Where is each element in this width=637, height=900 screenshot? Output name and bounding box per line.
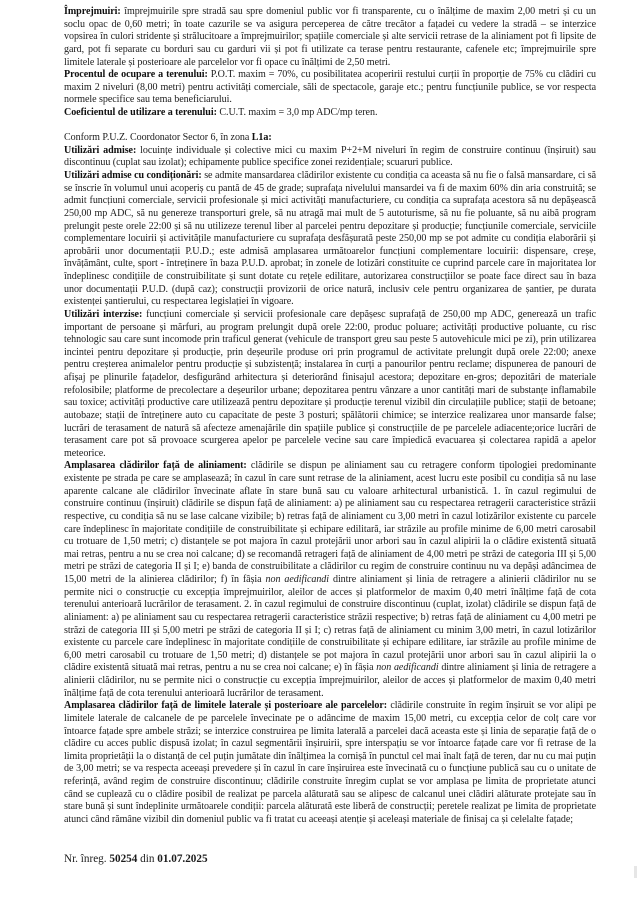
section-utilizari-interzise xyxy=(64,309,596,461)
registration-footer xyxy=(64,853,208,865)
section-heading: Coeficientul de utilizare a terenului: xyxy=(64,107,217,118)
paragraph-gap xyxy=(64,120,596,133)
registration-number: 50254 xyxy=(109,853,138,865)
zone-code: L1a: xyxy=(251,132,272,144)
registration-date: 01.07.2025 xyxy=(157,853,208,865)
section-text: locuințe individuale și colective mici cu maxim P+2+M niveluri în regim de construire continuu (înșiruit) sau discontinuu (cuplat sau izolat); echipamente publice specifice zonei rezidențiale; scuaruri publice. xyxy=(64,144,596,169)
section-amplasare-limite xyxy=(64,700,596,826)
section-heading: Utilizări interzise: xyxy=(64,308,143,320)
section-text: clădirile construite în regim înșiruit se vor alipi pe limitele laterale de calcanele de pe parcelele învecinate pe o adâncime de maxim 15,00 metri, cu excepția celor de colț care vor întoarce fațade spre ambele străzi; se interzice construirea pe limita laterală a parcelei dacă aceasta este și linia de separație față de o clădire cu acces public dispusă izolat; în cazul segmentării înșiruirii, spre interspațiu se vor întoarce fațade care vor fi retrase de la limita proprietății la o distanță de cel puțin jumătate din înălțimea la cornișă în punctul cel mai înalt față de teren, dar nu cu mai puțin de 3,00 metri; se va respecta aceeași prevedere și în cazul în care înșiruirea este învecinată cu o funcțiune publică sau cu o unitate de referință, având regim de construire discontinuu; clădirile construite înregim cuplat se vor amplasa pe limita de proprietate atunci când se cuplează cu o clădire posibil de realizat pe parcela alăturată sau se alipesc de calcanul unei clădiri alăturate protejate sau în stare bună și sunt îndeplinite următoarele condiții: parcela alăturată este liberă de construcții; peretele realizat pe limita de proprietate atunci când rămâne vizibil din domeniul public va fi tratat cu aceeași atenție și aceleași materiale de finisaj ca și celelalte fațade; xyxy=(64,700,596,825)
zone-intro-text: Conform P.U.Z. Coordonator Sector 6, în zona xyxy=(64,132,252,144)
registration-label: Nr. înreg. xyxy=(64,853,110,865)
section-imprejmuiri xyxy=(64,6,596,69)
section-heading: Procentul de ocupare a terenului: xyxy=(64,69,208,81)
section-heading: Împrejmuiri: xyxy=(64,6,121,17)
section-heading: Utilizări admise: xyxy=(64,144,137,156)
zone-intro xyxy=(64,132,596,145)
section-heading: Utilizări admise cu condiționări: xyxy=(64,170,202,182)
section-text: se admite mansardarea clădirilor existente cu condiția ca aceasta să nu fie o falsă mansardare, ci să se înscrie în volumul unui acoperiș cu pantă de 45 de grade; suprafața nivelului mansardei va fi de maxim 60% din aria construită; se admit funcțiuni comerciale, servicii profesionale și mici activități manufacturiere, cu condiția ca suprafața acestora să nu depășească 250,00 mp ADC, să nu genereze transporturi grele, să nu atragă mai mult de 5 autoturisme, să nu fie poluante, să nu aibă program prelungit peste orele 22:00 și să nu utilizeze terenul liber al parcelei pentru depozitare și producție; funcțiunile comerciale, serviciile complementare locuirii și activitățile manufacturiere cu suprafața desfășurată peste 250,00 mp se pot admite cu condiția elaborării și aprobării unor documentații P.U.D.; este admisă amplasarea următoarelor funcțiuni complementare locuirii: dispensare, creșe, învățământ, culte, sport - întreținere în baza P.U.D. aprobat; în zonele de lotizări constituite ce cuprind parcele care în majoritatea lor îndeplinesc condițiile de construibilitate și sunt dotate cu rețele edilitare, autorizarea construcțiilor se poate face direct sau în baza unor documentații P.U.D. (după caz); construcții provizorii de orice natură, inclusiv cele pentru organizarea de șantier, pe durata existenței șantierului, cu respectarea legislației în vigoare. xyxy=(64,170,597,308)
section-text: dintre aliniament și linia de retragere a alinierii clădirilor nu se permite nici o construcție cu excepția împrejmuirilor, aleilor de acces și platformelor de maxim 0,40 metri înălțime față de cota terenului anterioară lucrărilor de terasament. 2. în cazul regimului de construire discontinuu (cuplat, izolat) clădirile se dispun față de aliniament: a) pe aliniament sau cu respectarea retragerii caracteristice străzii respective; b) retras față de aliniament cu 4,00 metri pe străzi de categoria III și 5,00 metri pe străzi de categoria II și I; c) retras față de aliniament cu minim 3,00 metri, în cazul lotizărilor existente cu parcele care îndeplinesc în majoritate condițiile de construibilitate și echipare edilitare, iar străzile au profile minime de 6,00 metri carosabil cu trotuare de 1,50 metri; d) distanțele se pot majora în cazul protejării unor arbori sau în cazul alipirii la o clădire existentă situată mai retras, pentru a nu se crea noi calcane; e) în fâșia xyxy=(64,574,596,674)
section-text: împrejmuirile spre stradă sau spre domeniul public vor fi transparente, cu o înălțime de maxim 2,00 metri și cu un soclu opac de 0,60 metri; în toate cazurile se va asigura perceperea de către trecător a fațadei cu vedere la stradă – se interzice vopsirea în culori stridente și strălucitoare a împrejmuirilor; spațiile comerciale și alte servicii retrase de la aliniament pot fi lipsite de gard, pot fi separate cu borduri sau cu garduri vii și pot fi utilizate ca terase pentru restaurante, cafenele etc; împrejmuirile spre limitele laterale și posterioare ale parcelelor vor fi opace cu înălțimi de 2,50 metri. xyxy=(64,6,596,68)
section-amplasare-aliniament xyxy=(64,460,596,700)
italic-term: non aedificandi xyxy=(376,662,439,674)
section-pot xyxy=(64,69,596,107)
section-text: funcțiuni comerciale și servicii profesionale care depășesc suprafață de 250,00 mp ADC, generează un trafic important de persoane și mărfuri, au program prelungit după orele 22:00, produc poluare; activități productive poluante, cu risc tehnologic sau care sunt incomode prin traficul generat (vehicule de transport greu sau peste 5 autovehicule mici pe zi), prin utilizarea incintei pentru depozitare și producție, prin deșeurile produse ori prin programul de activitate prelungit după orele 22:00; anexe pentru creșterea animalelor pentru producție și subzistență; instalarea în curți a panourilor pentru reclame; dispunerea de panouri de afișaj pe plinurile fațadelor, desfigurând arhitectura și deteriorând finisajul acestora; depozitare en-gros; depozitări de materiale refolosibile; platforme de precolectare a deșeurilor urbane; depozitarea pentru vânzare a unor cantități mari de substanțe inflamabile sau toxice; activități productive care utilizează pentru depozitare și producție terenul vizibil din circulațiile publice; stații de betoane; autobaze; stații de întreținere auto cu capacitate de peste 3 posturi; spălătorii chimice; se interzice realizarea unor mansarde false; lucrări de terasament de natură să afecteze amenajările din spațiile publice și construcțiile de pe parcelele adiacente;orice lucrări de terasament care pot să provoace scurgerea apelor pe parcelele vecine sau care împiedică evacuarea și colectarea rapidă a apelor meteorice. xyxy=(64,308,596,459)
italic-term: non aedificandi xyxy=(265,574,330,586)
section-heading: Amplasarea clădirilor față de aliniament: xyxy=(64,460,247,472)
section-text: P.O.T. maxim = 70%, cu posibilitatea acoperirii restului curții în proporție de 75% cu clădiri cu maxim 2 niveluri (8,00 metri) pentru activități comerciale, săli de spectacole, garaje etc.; pentru funcțiunile publice, se vor respecta normele specifice sau tema beneficiarului. xyxy=(64,69,596,106)
document-page xyxy=(64,6,596,827)
section-text: clădirile se dispun pe aliniament sau cu retragere conform tipologiei predominante existente pe strada pe care se amplasează; în cazul în care sunt retrase de la aliniament, acest lucru este posibil cu condiția să nu lase aparente calcane ale clădirilor învecinate aflate în stare bună sau cu valoare arhitectural urbanistică. 1. în cazul regimului de construire continuu (înșiruit) clădirile se dispun față de aliniament: a) pe aliniament sau cu respectarea retragerii caracteristice străzii respective, cu condiția să nu se lase calcane vizibile; b) retras față de aliniament cu 3,00 metri în cazul lotizărilor existente cu parcele care îndeplinesc în majoritate condițiile de construibilitate și echipare edilitară, iar străzile au profile minime de 6,00 metri carosabil cu trotuare de 1,50 metri; c) distanțele se pot majora în cazul protejării unor arbori sau în cazul alipirii la o clădire existentă situată mai retras, pentru a nu se crea noi calcane; d) se recomandă retrageri față de aliniament de 4,00 metri pe străzi de categoria III și 5,00 metri pe străzi de categoria II și I; e) banda de construibilitate a clădirilor cu regim de construire continuu nu va depăși adâncimea de 15,00 metri de la alinierea clădirilor; f) în fâșia xyxy=(64,460,596,586)
section-heading: Amplasarea clădirilor față de limitele laterale și posterioare ale parcelelor: xyxy=(64,700,388,712)
section-cut xyxy=(64,107,596,120)
section-text: C.U.T. maxim = 3,0 mp ADC/mp teren. xyxy=(216,107,378,118)
section-utilizari-conditionari xyxy=(64,170,596,309)
registration-connector: din xyxy=(137,853,158,865)
section-text: dintre aliniament și linia de retragere a alinierii clădirilor, nu se permite nici o construcție cu excepția împrejmuirilor, aleilor de acces și platformelor de maxim 0,40 metri înălțime față de cota terenului anterioară lucrărilor de terasament. xyxy=(64,662,596,699)
section-utilizari-admise xyxy=(64,145,596,170)
